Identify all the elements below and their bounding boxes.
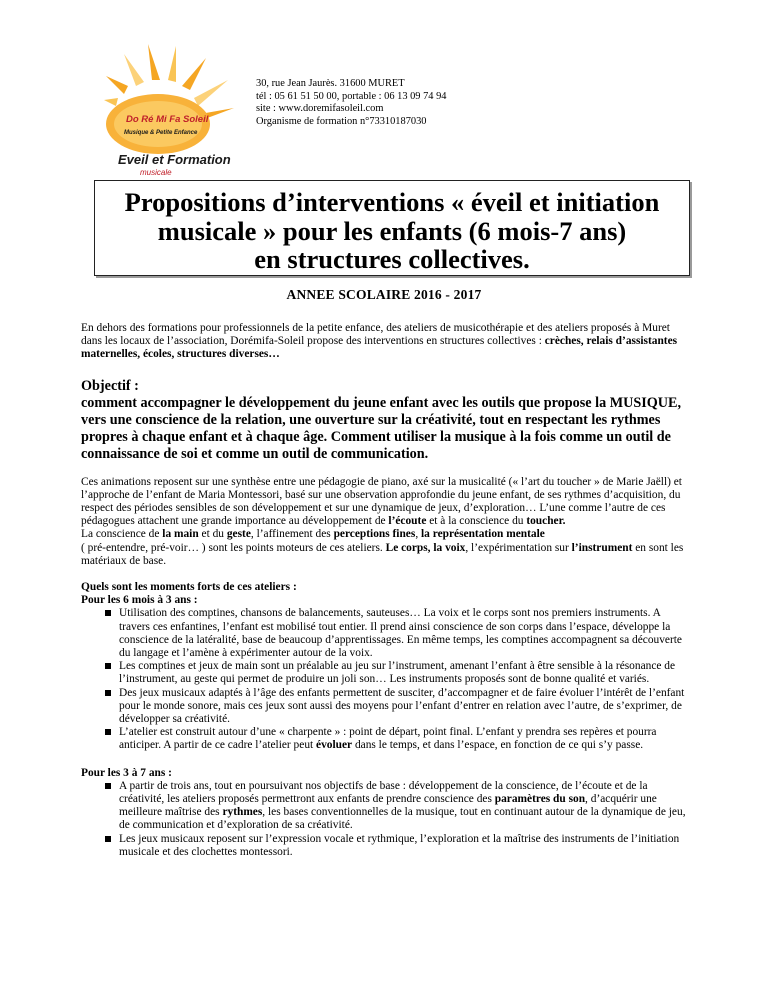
pedagogy-bold: l’instrument xyxy=(571,541,633,554)
contact-site: site : www.doremifasoleil.com xyxy=(256,103,384,115)
contact-block xyxy=(256,78,446,128)
pedagogy-text: La conscience de xyxy=(81,528,163,541)
list-item xyxy=(81,607,691,660)
pedagogy-text: , xyxy=(415,528,422,541)
pedagogy-text: et du xyxy=(198,528,227,541)
list-item-text: Utilisation des comptines, chansons de balancements, sauteuses… La voix et le corps sont nos premiers instruments. A travers ces enfantines, l’enfant est mobilisé tout entier. Il prend ainsi conscience de son corps dans l’espace, développe la conscience de la latéralité, base de beaucoup d’apprentissages. En même temps, les comptines accompagnent sa découverte du langage et l’amène à expérimenter autour de la voix. xyxy=(119,607,682,660)
square-bullet-icon xyxy=(105,663,111,669)
list-item xyxy=(81,660,691,686)
contact-organisme: Organisme de formation n°73310187030 xyxy=(256,115,427,127)
contact-address: 30, rue Jean Jaurès. 31600 MURET xyxy=(256,78,405,89)
intro-structures: crèches, relais d’assistantes maternelles, écoles, structures diverses… xyxy=(81,335,678,361)
pedagogy-text: , l’affinement des xyxy=(250,528,334,541)
group2-list xyxy=(81,780,691,859)
title-line2: musicale » pour les enfants (6 mois-7 ans) xyxy=(157,215,627,246)
group1-heading: Pour les 6 mois à 3 ans : xyxy=(81,594,198,607)
objectif-heading: Objectif : xyxy=(81,377,139,394)
school-year: ANNEE SCOLAIRE 2016 - 2017 xyxy=(286,287,482,302)
logo-brand-line1: Do Ré Mi Fa Soleil xyxy=(126,114,209,125)
objectif-text: comment accompagner le développement du jeune enfant avec les outils que propose la MUSIQUE, vers une conscience de la relation, une ouverture sur la créativité, tout en respectant les rythmes propres à chaque enfant et à chaque âge. Comment utiliser la musique à la fois comme un outil de connaissance de soi et comme un outil de communication. xyxy=(81,394,682,462)
pedagogy-text: et à la conscience du xyxy=(426,515,527,528)
pedagogy-bold: l’écoute xyxy=(388,515,427,528)
list-item-bold: paramètres du son xyxy=(494,793,586,806)
list-item-text: Les jeux musicaux reposent sur l’expression vocale et rythmique, l’exploration et la maîtrise des instruments de l’initiation musicale et des clochettes montessori. xyxy=(119,832,680,858)
doremifasoleil-logo xyxy=(86,40,254,190)
pedagogy-bold: geste xyxy=(226,528,251,541)
title-line3: en structures collectives. xyxy=(254,244,530,274)
contact-phone: tél : 05 61 51 50 00, portable : 06 13 09 74 94 xyxy=(256,90,447,102)
pedagogy-bold: la main xyxy=(162,528,199,541)
list-item-text: A partir de trois ans, tout en poursuivant nos objectifs de base : développement de la conscience, de l’écoute et de la créativité, les ateliers proposés permettront aux enfants de prendre conscience des xyxy=(119,779,648,806)
group1-list xyxy=(81,607,691,752)
title-box xyxy=(94,180,690,276)
list-item-text: dans le temps, et dans l’espace, en fonction de ce qui s’y passe. xyxy=(352,739,644,752)
objectif-section xyxy=(81,378,691,463)
list-item xyxy=(81,687,691,727)
list-item-text: L’atelier est construit autour d’une « charpente » : point de départ, point final. L’enfant y prendra ses repères et pourra anticiper. A partir de ce cadre l’atelier peut xyxy=(119,726,657,752)
square-bullet-icon xyxy=(105,783,111,789)
list-item-bold: évoluer xyxy=(316,739,353,752)
pedagogy-text: ( pré-entendre, pré-voir… ) sont les points moteurs de ces ateliers. xyxy=(81,541,386,554)
logo-brand-line4: musicale xyxy=(140,168,172,177)
square-bullet-icon xyxy=(105,610,111,616)
list-item-text: , d’acquérir une meilleure maîtrise des xyxy=(119,793,657,819)
list-item xyxy=(81,780,691,833)
pedagogy-text: , l’expérimentation sur xyxy=(465,541,572,554)
moments-section xyxy=(81,581,691,859)
square-bullet-icon xyxy=(105,690,111,696)
list-item-bold: rythmes xyxy=(222,806,263,819)
logo-brand-line3: Eveil et Formation xyxy=(118,152,231,167)
list-item-text: , les bases conventionnelles de la musique, tout en continuant autour de la dynamique de jeu, de communication et d’exploration de sa créativité. xyxy=(119,806,686,832)
square-bullet-icon xyxy=(105,836,111,842)
pedagogy-bold: Le corps, la voix xyxy=(385,541,466,554)
intro-paragraph xyxy=(81,322,691,362)
logo-brand-line2: Musique & Petite Enfance xyxy=(124,130,198,136)
pedagogy-text: Ces animations reposent sur une synthèse entre une pédagogie de piano, axé sur la musicalité (« l’art du toucher » de Marie Jaëll) et l’approche de l’enfant de Maria Montessori, basé sur une observation approfondie du jeune enfant, de ses rythmes d’acquisition, du respect des périodes sensibles de son développement et sur une dynamique de jeux, d’exploration… L’une comme l’autre de ces pédagogues attachent une grande importance au développement de xyxy=(81,475,682,528)
list-item-text: Les comptines et jeux de main sont un préalable au jeu sur l’instrument, amenant l’enfant à être sensible à la résonance de l’instrument, au geste qui permet de produire un joli son… Les instruments proposés sont de bonne qualité et variés. xyxy=(119,660,676,686)
moments-heading: Quels sont les moments forts de ces ateliers : xyxy=(81,581,297,594)
pedagogy-bold: la représentation mentale xyxy=(421,528,545,541)
title-line1: Propositions d’interventions « éveil et initiation xyxy=(124,187,660,217)
list-item xyxy=(81,726,691,752)
pedagogy-text: en sont les matériaux de base. xyxy=(81,541,684,567)
intro-text: En dehors des formations pour professionnels de la petite enfance, des ateliers de musicothérapie et des ateliers proposés à Muret dans les locaux de l’association, Dorémifa-Soleil propose des interventions en structures collectives : xyxy=(81,322,670,348)
pedagogy-bold: toucher. xyxy=(526,515,566,528)
list-item xyxy=(81,833,691,859)
group2-heading: Pour les 3 à 7 ans : xyxy=(81,766,172,779)
list-item-text: Des jeux musicaux adaptés à l’âge des enfants permettent de susciter, d’accompagner et de faire évoluer l’intérêt de l’enfant pour le monde sonore, mais ces jeux sont aussi des moyens pour l’enfant d’entrer en relation avec l’autre, de s’exprimer, de développer sa créativité. xyxy=(119,686,685,726)
pedagogy-paragraph xyxy=(81,476,691,568)
square-bullet-icon xyxy=(105,729,111,735)
pedagogy-bold: perceptions fines xyxy=(333,528,416,541)
document-body xyxy=(81,322,691,859)
